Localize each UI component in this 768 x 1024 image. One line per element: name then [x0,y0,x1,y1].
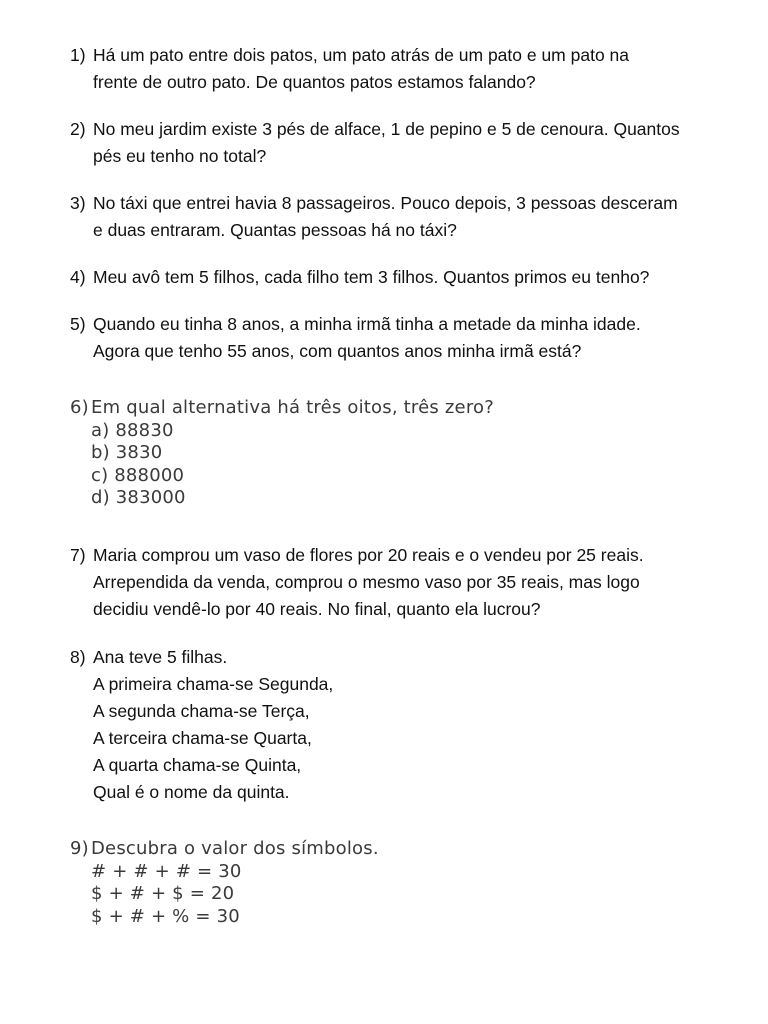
question-line: A primeira chama-se Segunda, [93,674,334,694]
question-line: decidiu vendê-lo por 40 reais. No final, quanto ela lucrou? [93,599,541,619]
question-3 [70,190,750,244]
question-number: 1) [70,45,86,65]
question-line: No meu jardim existe 3 pés de alface, 1 de pepino e 5 de cenoura. Quantos [93,119,680,139]
question-line: Ana teve 5 filhas. [93,647,228,667]
question-1 [70,42,750,96]
question-line: Há um pato entre dois patos, um pato atrás de um pato e um pato na [93,45,630,65]
question-text [93,190,750,244]
question-line: e duas entraram. Quantas pessoas há no táxi? [93,220,457,240]
question-line: Descubra o valor dos símbolos. [91,838,379,859]
question-4 [70,264,750,291]
question-line: Em qual alternativa há três oitos, três zero? [91,397,494,418]
question-number: 5) [70,314,86,334]
question-text [93,42,750,96]
question-text [91,397,750,510]
question-line: Agora que tenho 55 anos, com quantos anos minha irmã está? [93,341,582,361]
question-6 [70,397,750,510]
question-line: Meu avô tem 5 filhos, cada filho tem 3 filhos. Quantos primos eu tenho? [93,267,650,287]
question-number: 8) [70,647,86,667]
question-text [93,644,750,806]
question-number: 2) [70,119,86,139]
question-8 [70,644,750,806]
question-line: Qual é o nome da quinta. [93,782,290,802]
question-number: 7) [70,545,86,565]
question-text [93,264,750,291]
equation-line: $ + # + % = 30 [91,905,240,927]
answer-option-b: b) 3830 [91,442,163,463]
question-text [93,311,750,365]
question-line: frente de outro pato. De quantos patos estamos falando? [93,72,536,92]
question-line: No táxi que entrei havia 8 passageiros. Pouco depois, 3 pessoas desceram [93,193,678,213]
question-line: Arrependida da venda, comprou o mesmo vaso por 35 reais, mas logo [93,572,640,592]
question-number: 9) [70,838,89,859]
question-line: pés eu tenho no total? [93,146,267,166]
question-number: 3) [70,193,86,213]
question-text [93,542,750,623]
answer-option-c: c) 888000 [91,464,185,486]
equation-line: # + # + # = 30 [91,860,242,882]
question-line: A segunda chama-se Terça, [93,701,310,721]
question-7 [70,542,750,623]
question-line: Maria comprou um vaso de flores por 20 reais e o vendeu por 25 reais. [93,545,644,565]
question-2 [70,116,750,170]
question-text [91,838,750,928]
answer-option-a: a) 88830 [91,419,174,441]
question-line: A terceira chama-se Quarta, [93,728,312,748]
question-5 [70,311,750,365]
question-text [93,116,750,170]
answer-option-d: d) 383000 [91,487,186,508]
question-number: 6) [70,397,89,418]
question-line: A quarta chama-se Quinta, [93,755,302,775]
question-number: 4) [70,267,86,287]
question-line: Quando eu tinha 8 anos, a minha irmã tinha a metade da minha idade. [93,314,641,334]
equation-line: $ + # + $ = 20 [91,883,235,904]
question-9 [70,838,750,928]
